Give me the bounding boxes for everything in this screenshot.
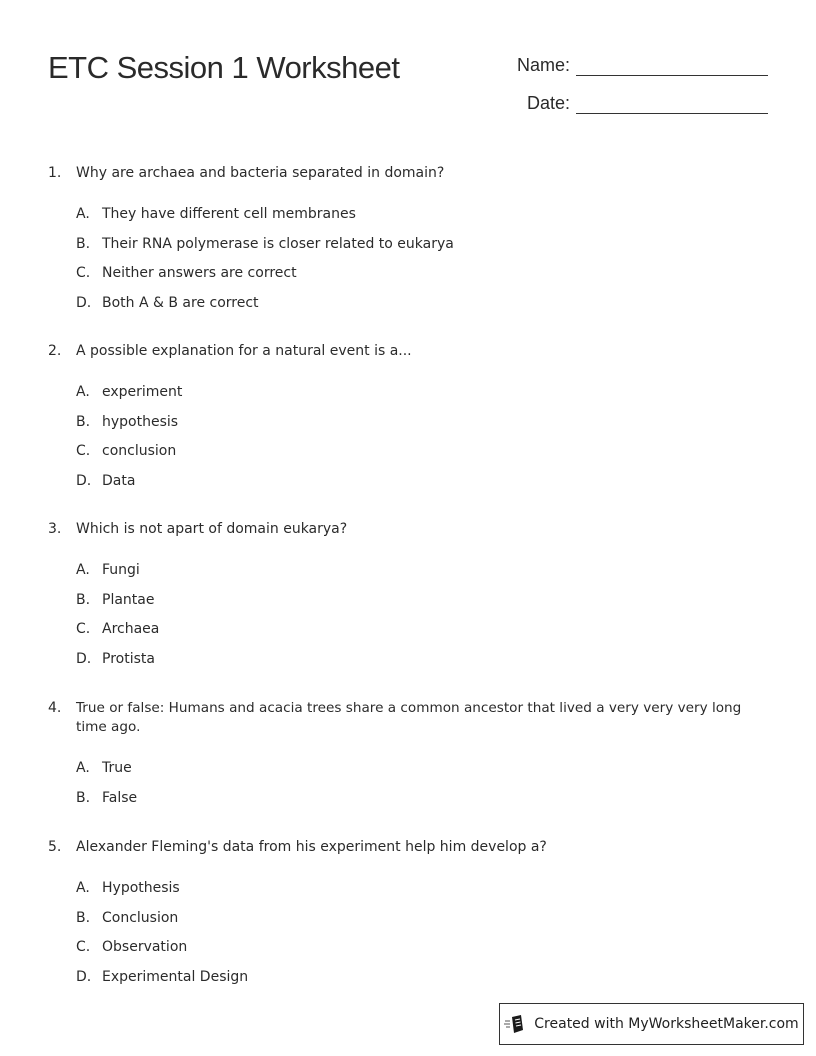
choice-item <box>76 620 768 650</box>
question-4 <box>48 699 768 818</box>
choice-text: Data <box>102 472 136 489</box>
choice-letter: A. <box>76 384 90 400</box>
name-blank-line[interactable] <box>576 55 768 76</box>
choice-letter: B. <box>76 591 91 608</box>
choice-item <box>76 759 768 789</box>
choice-item <box>76 879 768 909</box>
choice-text: Protista <box>102 650 155 667</box>
name-field <box>490 54 768 76</box>
choice-list <box>76 759 768 818</box>
choice-text: experiment <box>102 384 183 400</box>
choice-item <box>76 442 768 472</box>
choice-list <box>76 383 768 501</box>
choice-text: Neither answers are correct <box>102 265 297 282</box>
choice-letter: B. <box>76 413 91 430</box>
question-5 <box>48 838 768 997</box>
question-3 <box>48 520 768 679</box>
choice-text: False <box>102 789 138 806</box>
choice-text: Archaea <box>102 621 160 638</box>
question-1 <box>48 164 768 323</box>
choice-text: Observation <box>102 939 188 956</box>
choice-letter: D. <box>76 650 92 667</box>
question-text: True or false: Humans and acacia trees share a common ancestor that lived a very very very long time ago. <box>76 700 742 735</box>
choice-item <box>76 909 768 939</box>
question-number: 1. <box>48 165 62 181</box>
question-text: Why are archaea and bacteria separated in domain? <box>76 165 445 181</box>
choice-item <box>76 264 768 294</box>
choice-letter: A. <box>76 880 90 896</box>
choice-text: Plantae <box>102 591 155 608</box>
choice-text: Hypothesis <box>102 880 180 896</box>
created-with-badge[interactable] <box>499 1003 804 1045</box>
choice-item <box>76 383 768 413</box>
choice-item <box>76 413 768 443</box>
choice-item <box>76 968 768 998</box>
question-text: Alexander Fleming's data from his experiment help him develop a? <box>76 839 547 855</box>
choice-letter: A. <box>76 562 90 578</box>
choice-letter: C. <box>76 939 91 956</box>
choice-letter: D. <box>76 968 92 985</box>
choice-text: True <box>102 760 132 776</box>
choice-list <box>76 879 768 997</box>
choice-item <box>76 789 768 819</box>
name-label: Name: <box>516 55 570 75</box>
date-label: Date: <box>526 93 570 113</box>
choice-letter: B. <box>76 789 91 806</box>
choice-text: Conclusion <box>102 909 179 926</box>
choice-item <box>76 235 768 265</box>
choice-item <box>76 650 768 680</box>
choice-list <box>76 205 768 323</box>
choice-list <box>76 561 768 679</box>
choice-text: Both A & B are correct <box>102 294 259 311</box>
choice-item <box>76 591 768 621</box>
footer-text: Created with MyWorksheetMaker.com <box>534 1016 799 1032</box>
choice-letter: A. <box>76 206 90 222</box>
worksheet-logo-icon <box>504 1014 526 1034</box>
question-number: 2. <box>48 343 62 359</box>
choice-letter: C. <box>76 443 91 460</box>
question-text: Which is not apart of domain eukarya? <box>76 521 348 537</box>
choice-letter: D. <box>76 472 92 489</box>
choice-text: Experimental Design <box>102 968 249 985</box>
worksheet-title: ETC Session 1 Worksheet <box>48 50 400 85</box>
choice-item <box>76 938 768 968</box>
date-blank-line[interactable] <box>576 93 768 114</box>
date-field <box>490 92 768 114</box>
choice-letter: C. <box>76 265 91 282</box>
question-2 <box>48 342 768 501</box>
choice-item <box>76 205 768 235</box>
choice-item <box>76 472 768 502</box>
choice-item <box>76 561 768 591</box>
choice-letter: A. <box>76 760 90 776</box>
question-number: 4. <box>48 700 62 716</box>
choice-letter: C. <box>76 621 91 638</box>
choice-text: hypothesis <box>102 413 179 430</box>
question-number: 3. <box>48 521 62 537</box>
question-number: 5. <box>48 839 62 855</box>
choice-item <box>76 294 768 324</box>
choice-text: conclusion <box>102 443 177 460</box>
choice-letter: B. <box>76 909 91 926</box>
choice-text: They have different cell membranes <box>102 206 356 222</box>
choice-letter: B. <box>76 235 91 252</box>
choice-text: Their RNA polymerase is closer related to eukarya <box>102 235 454 252</box>
choice-text: Fungi <box>102 562 140 578</box>
choice-letter: D. <box>76 294 92 311</box>
question-text: A possible explanation for a natural event is a... <box>76 343 412 359</box>
